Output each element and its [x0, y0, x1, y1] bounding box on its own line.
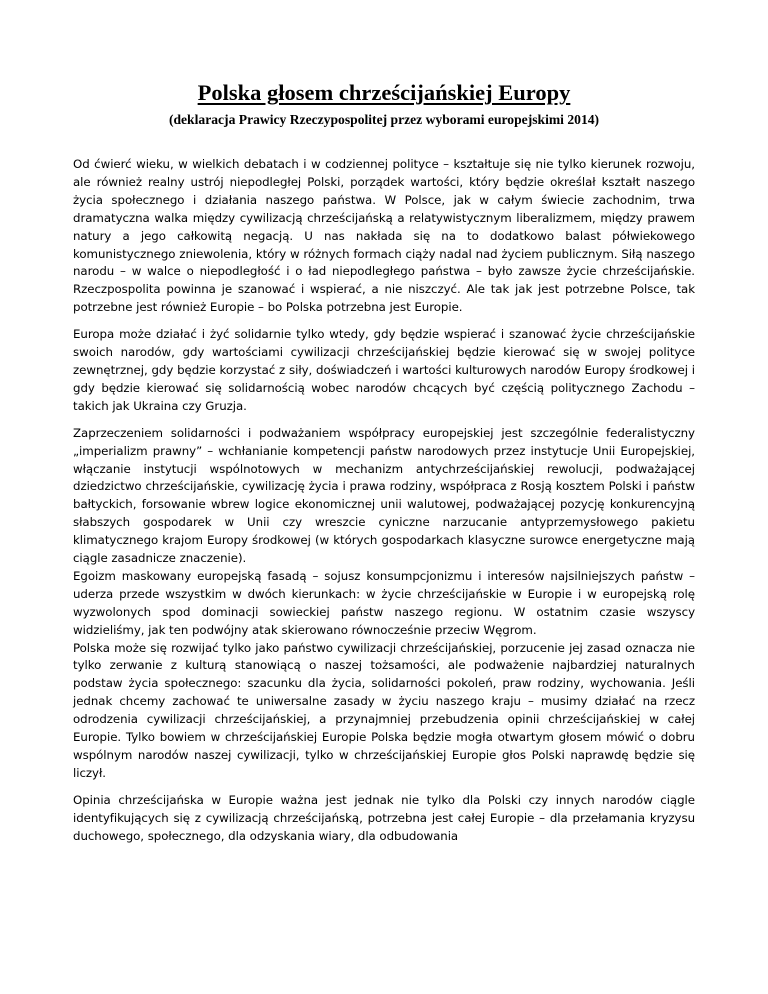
document-body [73, 156, 695, 855]
document-title: Polska głosem chrześcijańskiej Europy [197, 80, 571, 105]
paragraph: Zaprzeczeniem solidarności i podważaniem współpracy europejskiej jest szczególnie federalistyczny „imperializm prawny” – wchłanianie kompetencji państw narodowych przez instytucje Unii Europejskiej, włączanie instytucji wspólnotowych w mechanizm antychrześcijańskiej rewolucji, podważającej dziedzictwo chrześcijańskie, cywilizację życia i prawa rodziny, współpraca z Rosją kosztem Polski i państw bałtyckich, forsowanie wbrew logice ekonomicznej unii walutowej, podważającej pozycję konkurencyjną słabszych gospodarek w Unii czy wreszcie cyniczne narzucanie antyprzemysłowego pakietu klimatycznego krajom Europy środkowej (w których gospodarkach klasyczne surowce energetyczne mają ciągle zasadnicze znaczenie). [73, 425, 695, 566]
paragraph: Opinia chrześcijańska w Europie ważna jest jednak nie tylko dla Polski czy innych narodów ciągle identyfikujących się z cywilizacją chrześcijańską, potrzebna jest całej Europie – dla przełamania kryzysu duchowego, społecznego, dla odzyskania wiary, dla odbudowania [73, 792, 695, 843]
paragraph: Od ćwierć wieku, w wielkich debatach i w codziennej polityce – kształtuje się nie tylko kierunek rozwoju, ale również realny ustrój niepodległej Polski, porządek wartości, który będzie określał kształt naszego życia społecznego i działania naszego państwa. W Polsce, jak w całym świecie zachodnim, trwa dramatyczna walka między cywilizacją chrześcijańską a relatywistycznym liberalizmem, między prawem natury a jego całkowitą negacją. U nas nakłada się na to dodatkowo balast półwiekowego komunistycznego zniewolenia, który w różnych formach ciąży nadal nad życiem publicznym. Siłą naszego narodu – w walce o niepodległość i o ład niepodległego państwa – było zawsze życie chrześcijańskie. Rzeczpospolita powinna je szanować i wspierać, a nie niszczyć. Ale tak jak jest potrzebne Polsce, tak potrzebne jest również Europie – bo Polska potrzebna jest Europie. [73, 157, 695, 315]
paragraph: Egoizm maskowany europejską fasadą – sojusz konsumpcjonizmu i interesów najsilniejszych państw – uderza przede wszystkim w dwóch kierunkach: w życie chrześcijańskie w Europie i w europejską rolę wyzwolonych spod dominacji sowieckiej państw naszego regionu. W ostatnim czasie wszyscy widzieliśmy, jak ten podwójny atak skierowano równocześnie przeciw Węgrom. [73, 568, 695, 637]
paragraph: Polska może się rozwijać tylko jako państwo cywilizacji chrześcijańskiej, porzucenie jej zasad oznacza nie tylko zerwanie z kulturą stanowiącą o naszej tożsamości, ale podważenie najbardziej naturalnych podstaw życia społecznego: szacunku dla życia, solidarności pokoleń, praw rodziny, wychowania. Jeśli jednak chcemy zachować te uniwersalne zasady w życiu naszego kraju – musimy działać na rzecz odrodzenia cywilizacji chrześcijańskiej, a przynajmniej przebudzenia opinii chrześcijańskiej w całej Europie. Tylko bowiem w chrześcijańskiej Europie Polska będzie mogła otwartym głosem mówić o dobru wspólnym narodów naszej cywilizacji, tylko w chrześcijańskiej Europie głos Polski naprawdę będzie się liczył. [73, 640, 695, 780]
paragraph: Europa może działać i żyć solidarnie tylko wtedy, gdy będzie wspierać i szanować życie chrześcijańskie swoich narodów, gdy wartościami cywilizacji chrześcijańskiej będzie kierować się w swojej polityce zewnętrznej, gdy będzie korzystać z siły, doświadczeń i wartości kulturowych narodów Europy środkowej i gdy będzie kierować się solidarnością wobec narodów chcących być częścią politycznego Zachodu – takich jak Ukraina czy Gruzja. [73, 327, 695, 413]
document-subtitle: (deklaracja Prawicy Rzeczypospolitej przez wyborami europejskimi 2014) [168, 112, 600, 127]
